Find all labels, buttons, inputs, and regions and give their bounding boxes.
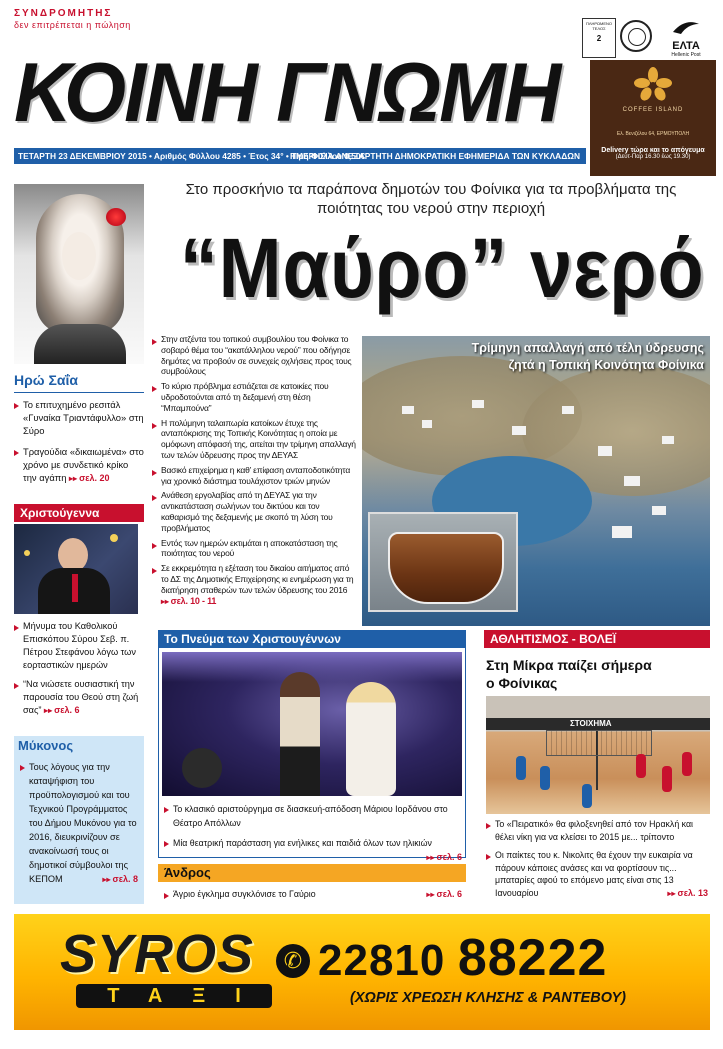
christmas-page-ref[interactable]: ▸▸ σελ. 6 xyxy=(44,705,80,715)
hero-bullets xyxy=(152,334,358,607)
saia-rule xyxy=(14,392,144,393)
photo-caption-line2: ζητά η Τοπική Κοινότητα Φοίνικα xyxy=(508,358,704,372)
spirit-header: Το Πνεύμα των Χριστουγέννων xyxy=(158,630,466,648)
bishop-photo xyxy=(14,524,138,614)
saia-photo xyxy=(14,184,144,364)
sports-headline xyxy=(486,656,710,692)
elta-sub: Hellenic Post xyxy=(671,52,701,58)
subscriber-line1: ΣΥΝΔΡΟΜΗΤΗΣ xyxy=(14,8,113,19)
mykonos-bullets xyxy=(20,760,138,886)
coffee-delivery: Delivery τώρα και το απόγευμα xyxy=(601,147,705,154)
photo-caption xyxy=(404,340,704,374)
postage-num: 2 xyxy=(596,34,602,43)
spirit-bullet-2[interactable]: Μία θεατρική παράσταση για ενήλικες και παιδιά όλων των ηλικιών ▸▸ σελ. 6 xyxy=(164,836,462,850)
hero-bullet-5[interactable]: Ανάθεση εργολαβίας από τη ΔΕΥΑΣ για την αντικατάσταση σωλήνων του δικτύου και τον καθαρισμό της δεξαμενής με σκοπό τη λύση του προβλήματος xyxy=(152,490,358,533)
taxi-brand: SYROS xyxy=(60,924,255,984)
hero-bullet-4[interactable]: Βασικό επιχείρημα η καθ’ επίφαση ανταποδοτικότητα για χρονικό διάστημα τουλάχιστον τριών μηνών xyxy=(152,465,358,487)
spirit-page-ref[interactable]: ▸▸ σελ. 6 xyxy=(426,852,462,862)
bird-icon xyxy=(671,20,701,36)
postage-stamp xyxy=(582,18,616,58)
taxi-sub: ΤΑΞΙ xyxy=(107,985,271,1007)
sports-bullets xyxy=(486,818,708,900)
dateline: ΤΕΤΑΡΤΗ 23 ΔΕΚΕΜΒΡΙΟΥ 2015 • Αριθμός Φύλλου 4285 • Έτος 34° • Τιμή Φύλλου 0,50€ xyxy=(18,151,366,161)
taxi-phone-b: 88222 xyxy=(457,929,608,987)
syros-taxi-ad[interactable] xyxy=(14,914,710,1030)
elta-text: ΕΛΤΑ xyxy=(672,40,700,52)
subscriber-line2: δεν επιτρέπεται η πώληση xyxy=(14,20,131,30)
phoenix-aerial-photo xyxy=(362,336,710,626)
sports-bullet-1[interactable]: Το «Πειρατικό» θα φιλοξενηθεί από τον Ηρακλή και θέλει νίκη για να κλείσει το 2015 με... τρίποντο xyxy=(486,818,708,843)
christmas-bullet-1[interactable]: Μήνυμα του Καθολικού Επισκόπου Σύρου Σεβ. π. Πέτρου Στεφάνου λόγω των εορταστικών ημερών xyxy=(14,620,142,672)
andros-bullets xyxy=(164,888,462,901)
taxi-phone-a: 22810 xyxy=(318,936,446,985)
taxi-sub-bar xyxy=(76,984,272,1008)
sports-headline-line1: Στη Μίκρα παίζει σήμερα xyxy=(486,657,652,673)
hero-bullet-6[interactable]: Εντός των ημερών εκτιμάται η αποκατάσταση της ποιότητας του νερού xyxy=(152,538,358,560)
subscriber-label xyxy=(14,8,174,30)
rose-icon xyxy=(106,208,126,226)
hero-bullet-2[interactable]: Το κύριο πρόβλημα εστιάζεται σε κατοικίες που υδροδοτούνται από τη δεξαμενή στη θέση “Μπαμπούνα” xyxy=(152,381,358,413)
saia-bullet-2[interactable]: Τραγούδια «δικαιωμένα» στο χρόνο με συνδετικό κρίκο την αγάπη ▸▸ σελ. 20 xyxy=(14,445,144,485)
elta-logo xyxy=(658,20,714,58)
saia-page-ref[interactable]: ▸▸ σελ. 20 xyxy=(69,473,110,483)
andros-bullet-1[interactable]: Άγριο έγκλημα συγκλόνισε το Γαύριο ▸▸ σελ. 6 xyxy=(164,888,462,900)
saia-bullet-1[interactable]: Το επιτυχημένο ρεσιτάλ «Γυναίκα Τριαντάφυλλο» στη Σύρο xyxy=(14,398,144,437)
sports-header: ΑΘΛΗΤΙΣΜΟΣ - ΒΟΛΕΪ xyxy=(484,630,710,648)
theater-photo xyxy=(162,652,462,796)
sports-headline-line2: ο Φοίνικας xyxy=(486,675,558,691)
hero-bullet-7[interactable]: Σε εκκρεμότητα η εξέταση του δικαίου αιτήματος από το ΔΣ της Δημοτικής Επιχείρησης κι ενημέρωση για τη διατήρηση σταθερών των τελών ύδρευσης του 2016 ▸▸ σελ. 10 - 11 xyxy=(152,563,358,607)
seal-icon xyxy=(620,20,652,52)
sports-bullet-2[interactable]: Οι παίκτες του κ. Νικολιτς θα έχουν την ευκαιρία να πάρουν κάποιες ανάσες και να φορτίσουν τις... μπαταρίες αφού το επόμενο ματς είναι στις 13 Ιανουαρίου ▸▸ σελ. 13 xyxy=(486,849,708,899)
sports-page-ref[interactable]: ▸▸ σελ. 13 xyxy=(667,887,708,898)
taxi-note: (ΧΩΡΙΣ ΧΡΕΩΣΗ ΚΛΗΣΗΣ & ΡΑΝΤΕΒΟΥ) xyxy=(350,990,626,1006)
mykonos-bullet-1[interactable]: Τους λόγους για την καταψήφιση του προϋπολογισμού και του Τεχνικού Προγράμματος του Δήμου Μυκόνου για το 2016, διευκρινίζουν σε ανακοίνωσή τους οι δημοτικοί σύμβουλοι της ΚΕΠΟΜ ▸▸ σελ. 8 xyxy=(20,760,138,886)
water-glass-inset xyxy=(368,512,518,612)
flower-logo-icon xyxy=(633,66,673,102)
andros-page-ref[interactable]: ▸▸ σελ. 6 xyxy=(426,889,462,899)
saia-bullets xyxy=(14,398,144,485)
spirit-bullet-1[interactable]: Το κλασικό αριστούργημα σε διασκευή-απόδοση Μάριου Ιορδάνου στο Θέατρο Απόλλων xyxy=(164,802,462,830)
court-sign: ΣΤΟΙΧΗΜΑ xyxy=(570,719,612,728)
coffee-brand: COFFEE ISLAND xyxy=(622,107,684,113)
mykonos-page-ref[interactable]: ▸▸ σελ. 8 xyxy=(102,874,138,884)
tagline: ΗΜΕΡΗΣΙΑ ΑΝΕΞΑΡΤΗΤΗ ΔΗΜΟΚΡΑΤΙΚΗ ΕΦΗΜΕΡΙΔΑ ΤΩΝ ΚΥΚΛΑΔΩΝ xyxy=(289,151,580,161)
saia-name: Ηρώ Σαΐα xyxy=(14,372,78,388)
coffee-address: Ελ. Βενιζέλου 64, ΕΡΜΟΥΠΟΛΗ xyxy=(616,131,690,137)
volleyball-photo xyxy=(486,696,710,814)
christmas-bullet-2[interactable]: “Να νιώσετε ουσιαστική την παρουσία του Θεού στη ζωή σας” ▸▸ σελ. 6 xyxy=(14,678,142,717)
newspaper-title: ΚΟΙΝΗ ΓΝΩΜΗ xyxy=(14,45,560,139)
hero-bullet-3[interactable]: Η πολύμηνη ταλαιπωρία κατοίκων έτυχε της ανταπόκρισης της Τοπικής Κοινότητας η οποία με ομόφωνη απόφασή της, αιτείται την τρίμηνη απαλλαγή των τελών ύδρευσης προς την ΔΕΥΑΣ xyxy=(152,418,358,461)
mykonos-box xyxy=(14,736,144,904)
dateline-bar xyxy=(14,148,586,164)
hero-kicker: Στο προσκήνιο τα παράπονα δημοτών του Φοίνικα για τα προβλήματα της ποιότητας του νερού στην περιοχή xyxy=(185,181,677,217)
andros-header: Άνδρος xyxy=(158,864,466,882)
coffee-island-ad[interactable] xyxy=(590,60,716,176)
postage-label: ΠΛΗΡΩΜΕΝΟ ΤΕΛΟΣ xyxy=(585,21,613,31)
hero-bullet-1[interactable]: Στην ατζέντα του τοπικού συμβουλίου του Φοίνικα το σοβαρό θέμα του “ακατάλληλου νερού” που οδήγησε δημότες να προβούν σε συνεχείς οχλήσεις προς τους συμβούλους xyxy=(152,334,358,377)
hero-page-ref[interactable]: ▸▸ σελ. 10 - 11 xyxy=(161,595,217,606)
photo-caption-line1: Τρίμηνη απαλλαγή από τέλη ύδρευσης xyxy=(471,341,704,355)
christmas-bullets xyxy=(14,620,142,717)
coffee-hours: (Δευτ-Παρ 16.30 έως 19.30) xyxy=(615,154,691,160)
phone-icon: ✆ xyxy=(276,944,310,978)
mykonos-header: Μύκονος xyxy=(18,738,74,753)
hero-headline: “Μαύρο” νερό xyxy=(179,221,705,315)
taxi-phone[interactable] xyxy=(318,928,607,988)
christmas-header: Χριστούγεννα xyxy=(14,504,144,522)
spirit-bullets xyxy=(164,802,462,865)
